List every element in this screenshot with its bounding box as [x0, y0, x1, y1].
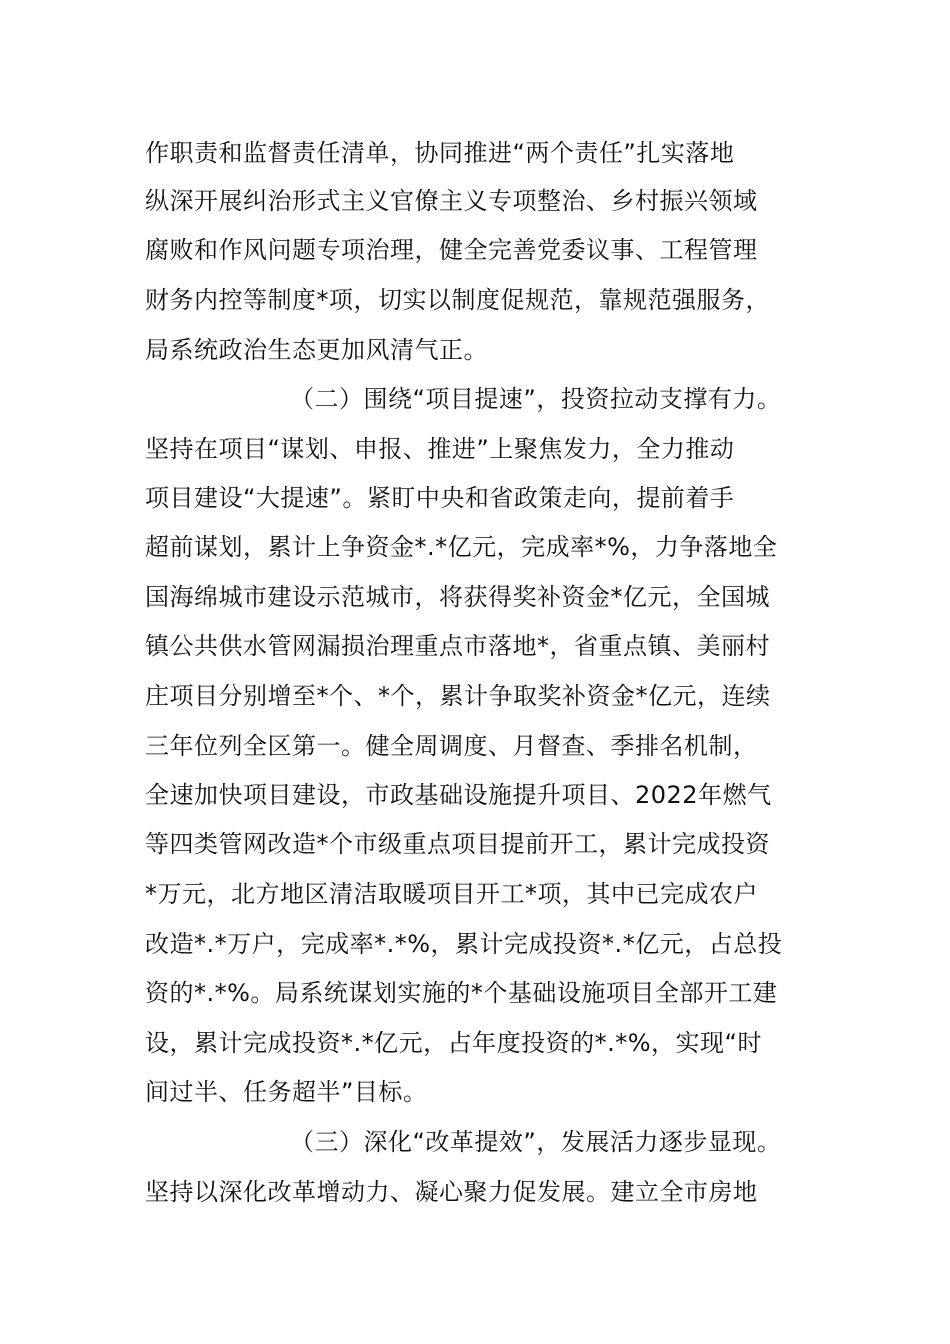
text-line: 间过半、任务超半”目标。 — [145, 1078, 428, 1106]
text-line: *万元，北方地区清洁取暖项目开工*项，其中已完成农户 — [145, 880, 758, 908]
text-line: 坚持以深化改革增动力、凝心聚力促发展。建立全市房地 — [145, 1178, 758, 1206]
text-line: 腐败和作风问题专项治理，健全完善党委议事、工程管理 — [145, 236, 758, 264]
text-line: 三年位列全区第一。健全周调度、月督查、季排名机制， — [145, 732, 758, 760]
text-line: 庄项目分别增至*个、*个，累计争取奖补资金*亿元，连续 — [145, 682, 771, 710]
text-line: 全速加快项目建设，市政基础设施提升项目、2022年燃气 — [145, 781, 772, 809]
text-line: 镇公共供水管网漏损治理重点市落地*，省重点镇、美丽村 — [145, 632, 770, 660]
text-line: 财务内控等制度*项，切实以制度促规范，靠规范强服务， — [145, 286, 770, 314]
text-line: 坚持在项目“谋划、申报、推进”上聚焦发力，全力推动 — [145, 435, 735, 463]
section-heading: （三）深化“改革提效”，发展活力逐步显现。 — [290, 1128, 782, 1156]
text-line: 局系统政治生态更加风清气正。 — [145, 336, 488, 364]
text-line: 作职责和监督责任清单，协同推进“两个责任”扎实落地 — [145, 139, 735, 167]
section-heading: （二）围绕“项目提速”，投资拉动支撑有力。 — [290, 385, 782, 413]
text-line: 等四类管网改造*个市级重点项目提前开工，累计完成投资 — [145, 830, 770, 858]
text-line: 项目建设“大提速”。紧盯中央和省政策走向，提前着手 — [145, 484, 735, 512]
text-line: 超前谋划，累计上争资金*.*亿元，完成率*%，力争落地全 — [145, 533, 778, 561]
text-line: 资的*.*%。局系统谋划实施的*个基础设施项目全部开工建 — [145, 979, 778, 1007]
text-line: 纵深开展纠治形式主义官僚主义专项整治、乡村振兴领域 — [145, 187, 758, 215]
text-line: 改造*.*万户，完成率*.*%，累计完成投资*.*亿元，占总投 — [145, 930, 783, 958]
text-line: 国海绵城市建设示范城市，将获得奖补资金*亿元，全国城 — [145, 583, 770, 611]
text-line: 设，累计完成投资*.*亿元，占年度投资的*.*%，实现“时 — [145, 1029, 762, 1057]
